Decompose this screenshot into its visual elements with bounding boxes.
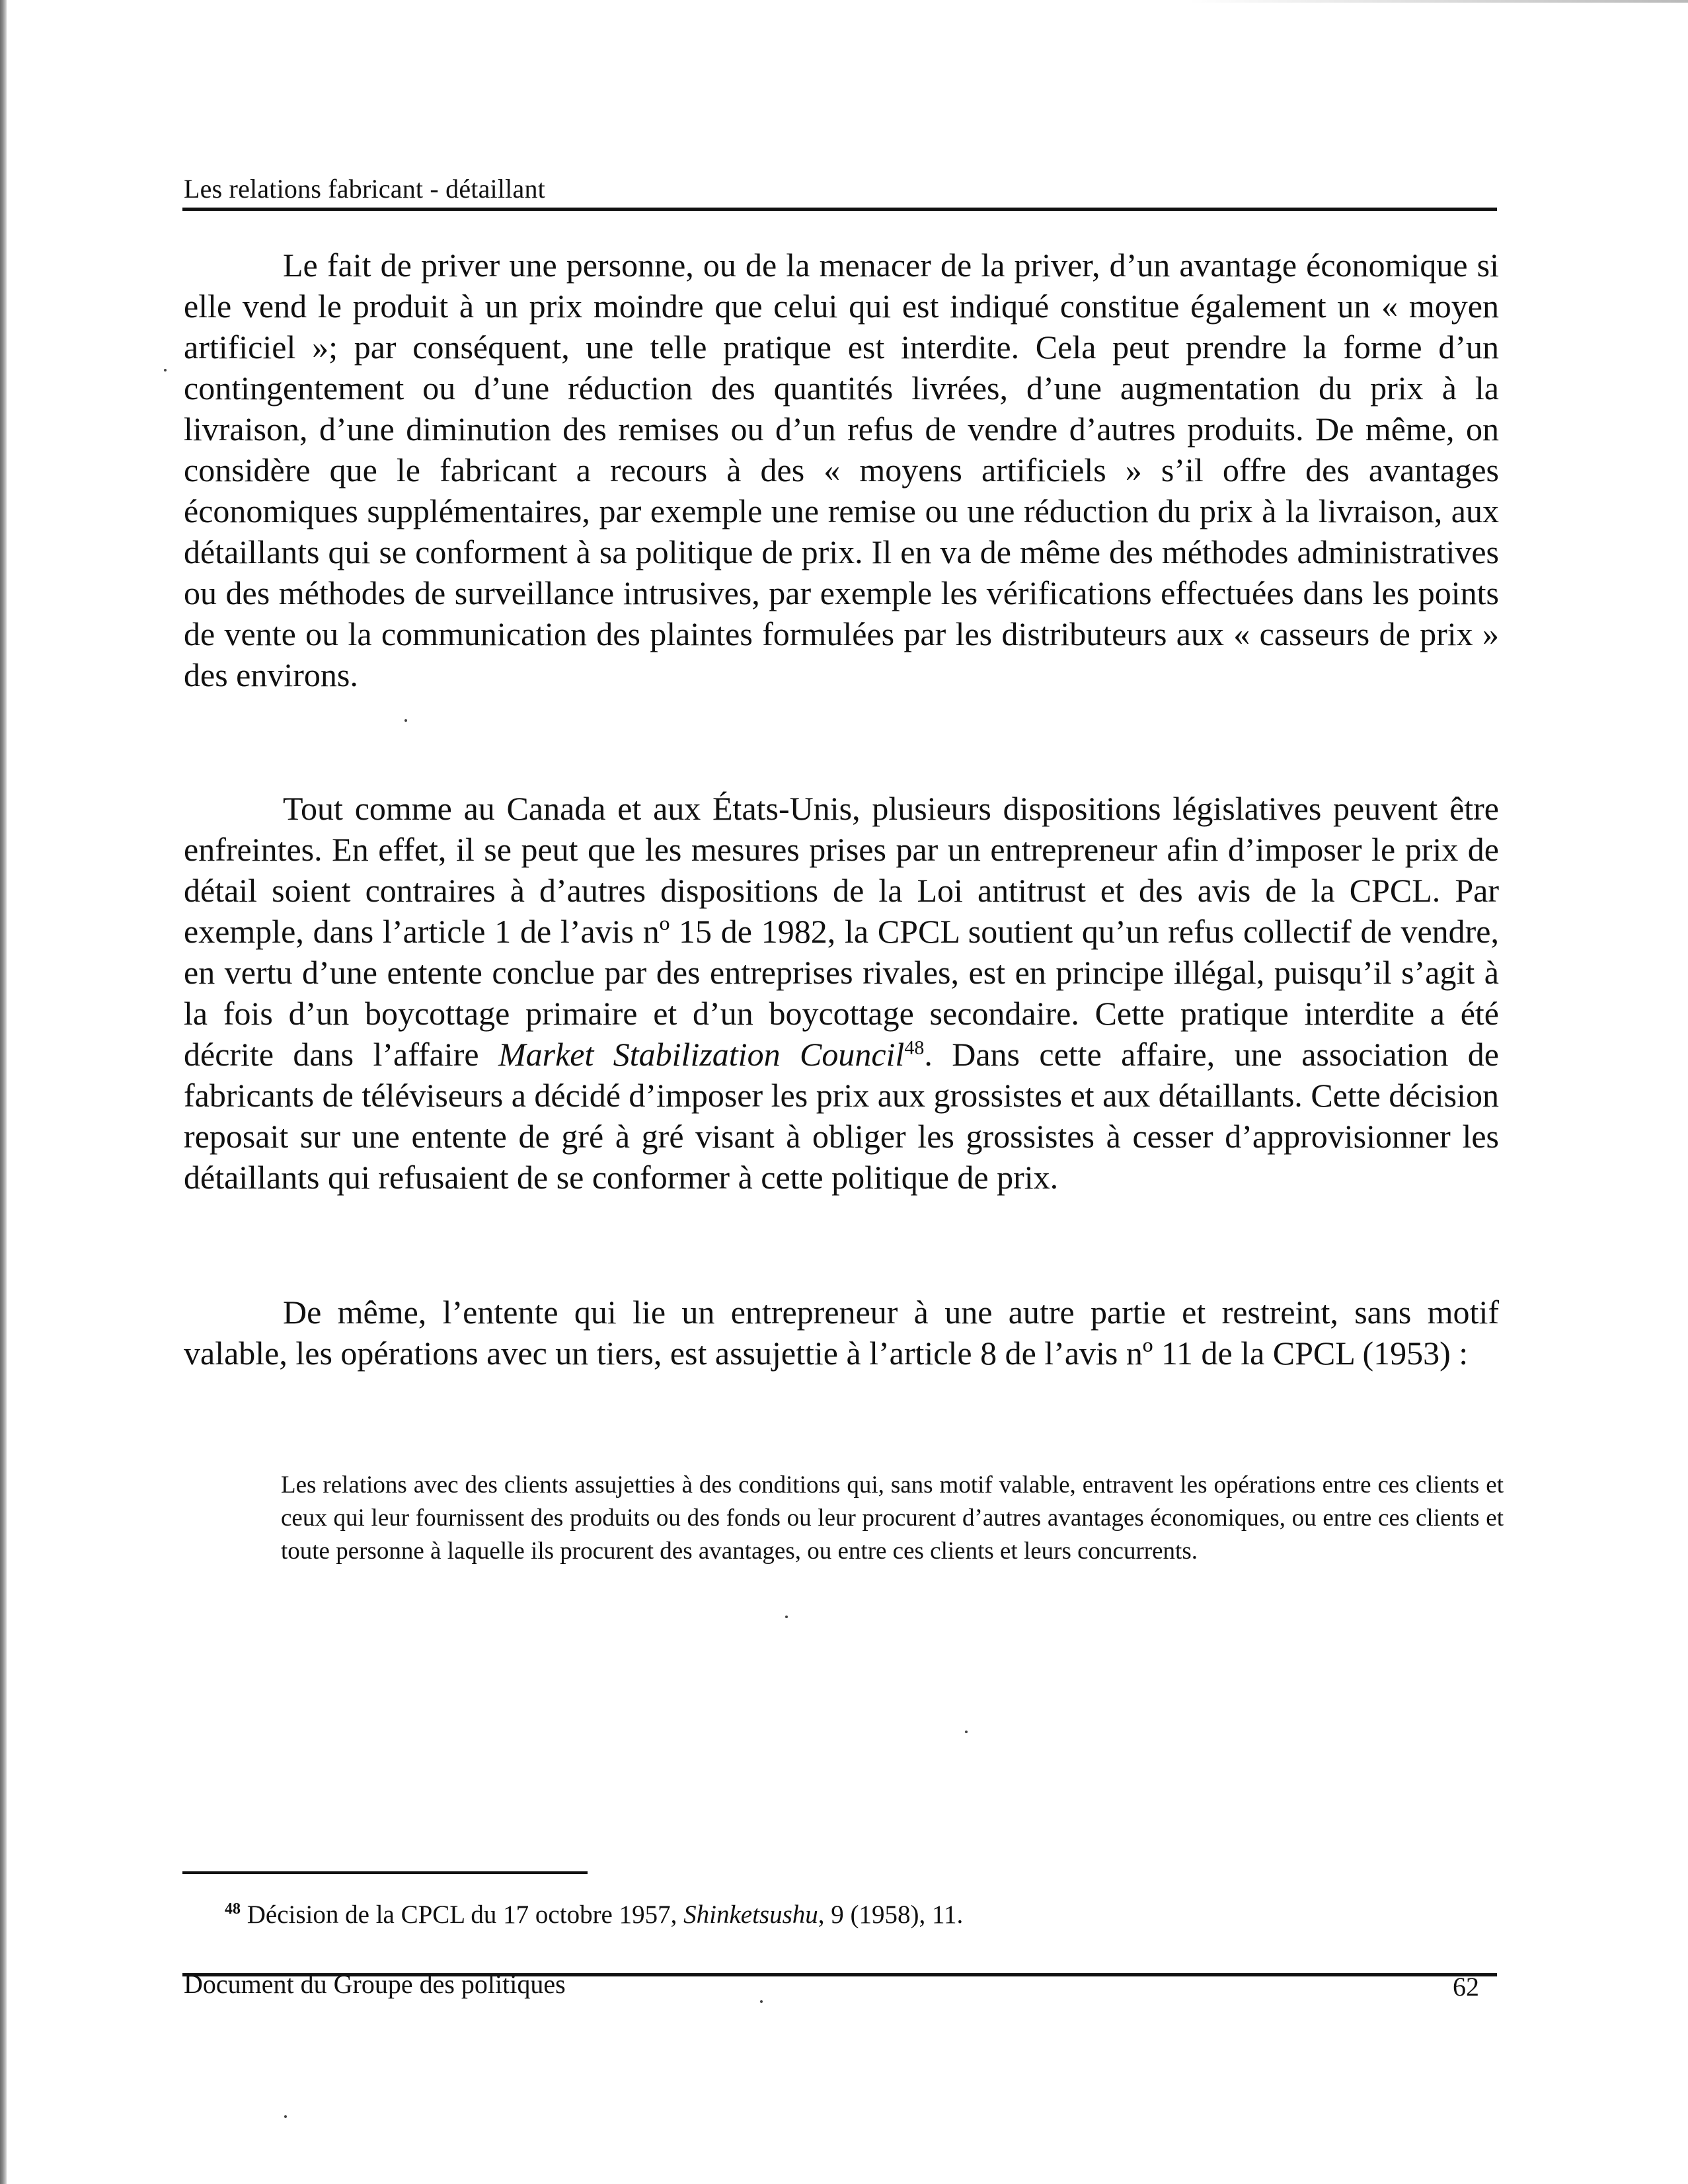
block-quote: Les relations avec des clients assujetties à des conditions qui, sans motif valable, entravent les opérations entre ces clients et ceux qui leur fournissent des produits ou des fonds ou leur procurent d’autres avantages économiques, ou entre ces clients et toute personne à laquelle ils procurent des avantages, ou entre ces clients et leurs concurrents. (281, 1471, 1504, 1565)
paragraph-2-text-end: . Dans cette affaire, une association de fabricants de téléviseurs a décidé d’imposer les prix aux grossistes et aux détaillants. Cette décision reposait sur une entente de gré à gré visant à obliger les grossistes à cesser d’approvisionner les détaillants qui refusaient de se conformer à cette politique de prix. (184, 1036, 1499, 1196)
footnote-source: Shinketsushu (683, 1900, 818, 1929)
footnote-text-start: Décision de la CPCL du 17 octobre 1957, (241, 1900, 684, 1929)
scan-left-edge (0, 0, 7, 2184)
scan-speck (164, 369, 167, 371)
footer-title: Document du Groupe des politiques (184, 1969, 566, 1999)
scan-speck (785, 1616, 788, 1618)
scan-top-edge (1190, 0, 1688, 3)
case-name: Market Stabilization Council (498, 1036, 905, 1073)
running-header: Les relations fabricant - détaillant (184, 174, 545, 204)
footnote-rule (182, 1871, 588, 1874)
header-rule (182, 208, 1497, 211)
footnote-text-end: , 9 (1958), 11. (818, 1900, 964, 1929)
paragraph-3: De même, l’entente qui lie un entrepreneur à une autre partie et restreint, sans motif valable, les opérations avec un tiers, est assujettie à l’article 8 de l’avis nº 11 de la CPCL (1953) : (184, 1294, 1499, 1372)
footnote-reference: 48 (904, 1036, 925, 1059)
paragraph-2 (184, 788, 1499, 1198)
paragraph-1: Le fait de priver une personne, ou de la menacer de la priver, d’un avantage économique si elle vend le produit à un prix moindre que celui qui est indiqué constitue également un « moyen artificiel »; par conséquent, une telle pratique est interdite. Cela peut prendre la forme d’un contingentement ou d’une réduction des quantités livrées, d’une augmentation du prix à la livraison, d’une diminution des remises ou d’un refus de vendre d’autres produits. De même, on considère que le fabricant a recours à des « moyens artificiels » s’il offre des avantages économiques supplémentaires, par exemple une remise ou une réduction du prix à la livraison, aux détaillants qui se conforment à sa politique de prix. Il en va de même des méthodes administratives ou des méthodes de surveillance intrusives, par exemple les vérifications effectuées dans les points de vente ou la communication des plaintes formulées par les distributeurs aux « casseurs de prix » des environs. (184, 247, 1499, 693)
scan-speck (965, 1731, 968, 1733)
scan-speck (284, 2115, 287, 2118)
footnote (225, 1898, 963, 1931)
page-number: 62 (1453, 1972, 1479, 2002)
footnote-marker: 48 (225, 1900, 241, 1918)
paragraph-2-text-start: Tout comme au Canada et aux États-Unis, plusieurs dispositions législatives peuvent être enfreintes. En effet, il se peut que les mesures prises par un entrepreneur afin d’imposer le prix de détail soient contraires à d’autres dispositions de la Loi antitrust et des avis de la CPCL. Par exemple, dans l’article 1 de l’avis nº 15 de 1982, la CPCL soutient qu’un refus collectif de vendre, en vertu d’une entente conclue par des entreprises rivales, est en principe illégal, puisqu’il s’agit à la fois d’un boycottage primaire et d’un boycottage secondaire. Cette pratique interdite a été décrite dans l’affaire (184, 790, 1499, 1073)
scan-speck (760, 2000, 763, 2003)
scan-speck (404, 719, 407, 722)
